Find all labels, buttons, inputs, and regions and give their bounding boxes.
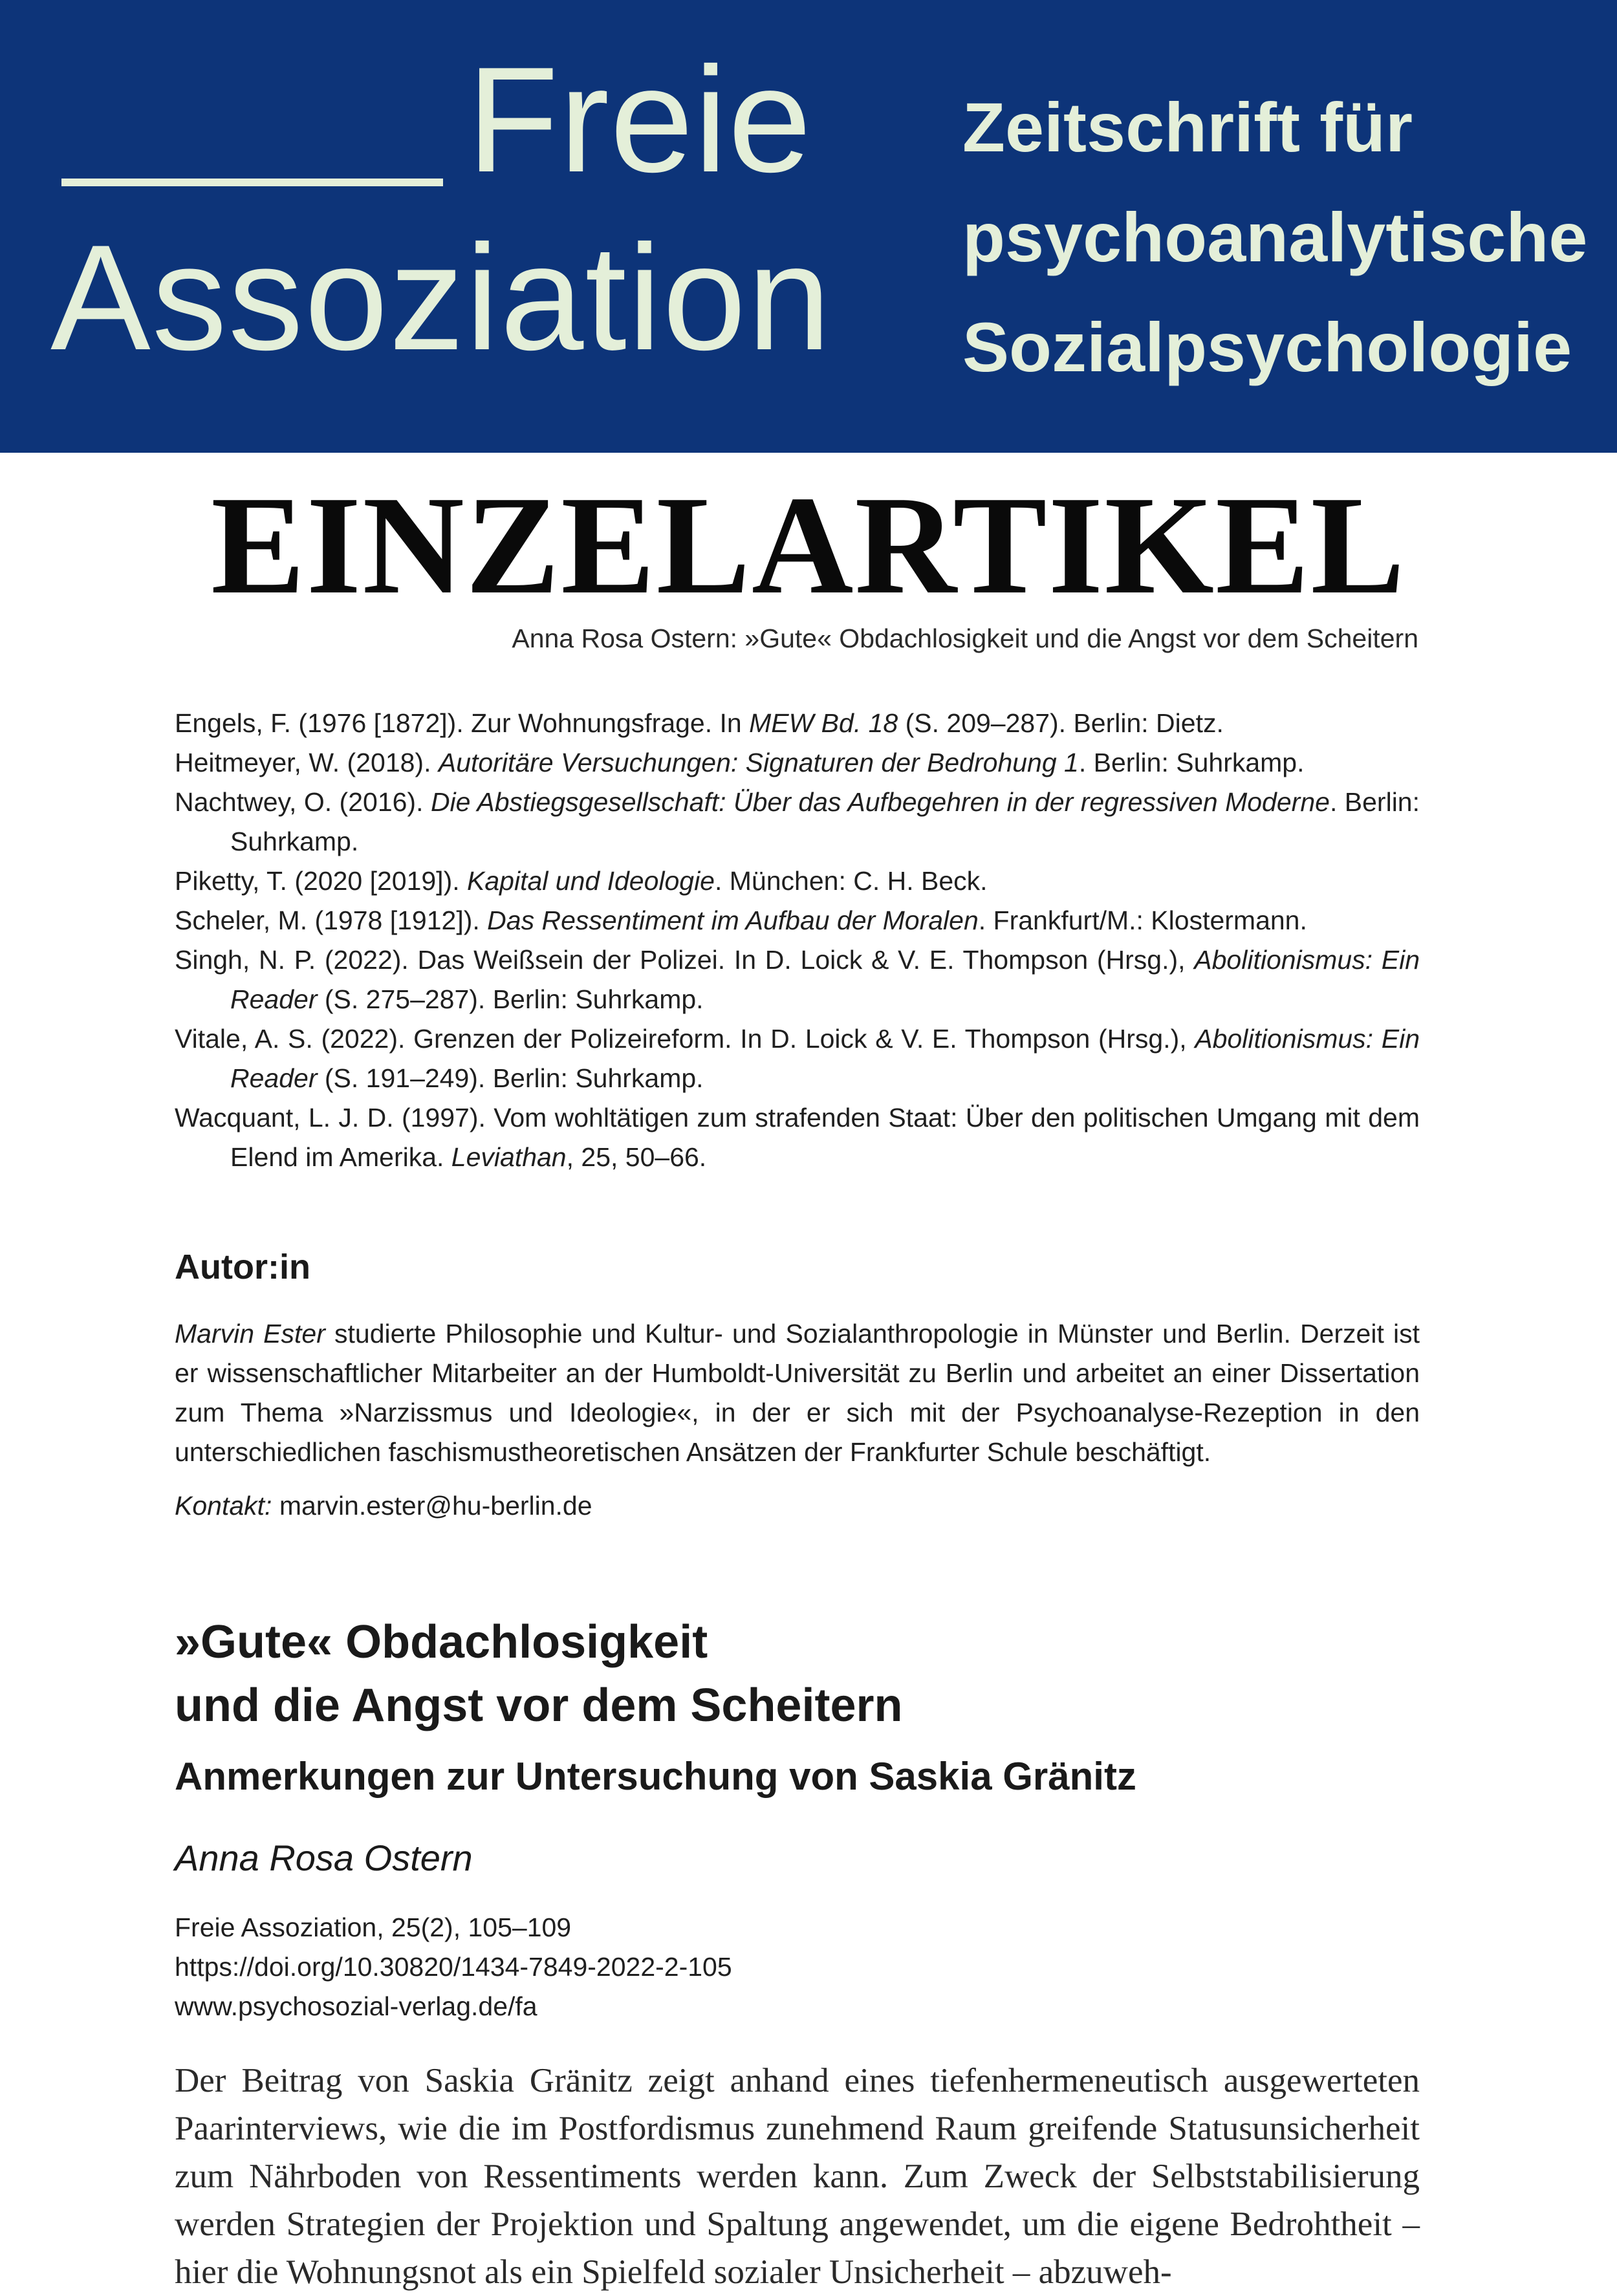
journal-subtitle-line: Zeitschrift für — [962, 88, 1413, 166]
reference-entry: Scheler, M. (1978 [1912]). Das Ressentiment im Aufbau der Moralen. Frankfurt/M.: Klostermann. — [175, 905, 1307, 935]
journal-name-line2: Assoziation — [50, 214, 832, 382]
journal-subtitle-line: Sozialpsychologie — [962, 308, 1572, 386]
banner-rule — [61, 179, 443, 186]
article-citation — [175, 1908, 732, 2026]
running-header: Anna Rosa Ostern: »Gute« Obdachlosigkeit und die Angst vor dem Scheitern — [512, 623, 1418, 653]
author-bio-name: Marvin Ester — [175, 1319, 325, 1348]
reference-entry: Singh, N. P. (2022). Das Weißsein der Polizei. In D. Loick & V. E. Thompson (Hrsg.), Abolitionismus: Ein Reader (S. 275–287). Berlin: Suhrkamp. — [175, 945, 1420, 1014]
reference-entry: Vitale, A. S. (2022). Grenzen der Polizeireform. In D. Loick & V. E. Thompson (Hrsg.), Abolitionismus: Ein Reader (S. 191–249). Berlin: Suhrkamp. — [175, 1024, 1420, 1093]
reference-entry: Piketty, T. (2020 [2019]). Kapital und Ideologie. München: C. H. Beck. — [175, 866, 988, 896]
reference-list — [175, 704, 1420, 1177]
citation-url: www.psychosozial-verlag.de/fa — [175, 1991, 537, 2021]
author-bio-text: Marvin Ester studierte Philosophie und Kultur- und Sozialanthropologie in Münster und Berlin. Derzeit ist er wissenschaftlicher Mitarbeiter an der Humboldt-Universität zu Berlin und arbeitet an einer Dissertation zum Thema »Narzissmus und Ideologie«, in der er sich mit der Psychoanalyse-Rezeption in den unterschiedlichen faschismustheoretischen Ansätzen der Frankfurter Schule beschäftigt. — [175, 1319, 1420, 1467]
reference-entry: Nachtwey, O. (2016). Die Abstiegsgesellschaft: Über das Aufbegehren in der regressiven Moderne. Berlin: Suhrkamp. — [175, 787, 1420, 856]
reference-entry: Engels, F. (1976 [1872]). Zur Wohnungsfrage. In MEW Bd. 18 (S. 209–287). Berlin: Dietz. — [175, 708, 1224, 738]
contact-label: Kontakt: — [175, 1491, 272, 1521]
journal-banner — [0, 0, 1617, 453]
article-title-line: und die Angst vor dem Scheitern — [175, 1680, 903, 1731]
journal-name-line1: Freie — [467, 36, 812, 204]
article-title-line: »Gute« Obdachlosigkeit — [175, 1616, 708, 1668]
article-author: Anna Rosa Ostern — [175, 1837, 473, 1878]
reference-entry: Wacquant, L. J. D. (1997). Vom wohltätigen zum strafenden Staat: Über den politischen Umgang mit dem Elend im Amerika. Leviathan, 25, 50–66. — [175, 1103, 1420, 1172]
author-section-heading: Autor:in — [175, 1248, 310, 1286]
reference-entry: Heitmeyer, W. (2018). Autoritäre Versuchungen: Signaturen der Bedrohung 1. Berlin: Suhrkamp. — [175, 748, 1305, 777]
einzelartikel-heading: EINZELARTIKEL — [211, 468, 1406, 623]
author-contact — [175, 1491, 592, 1521]
article-abstract: Der Beitrag von Saskia Gränitz zeigt anhand eines tiefenhermeneutisch ausgewerteten Paarinterviews, wie die im Postfordismus zunehmend Raum greifende Statusunsicherheit zum Nährboden von Ressentiments werden kann. Zum Zweck der Selbststabilisierung werden Strategien der Projektion und Spaltung angewendet, um die eigene Bedrohtheit – hier die Wohnungsnot als ein Spielfeld sozialer Unsicherheit – abzuweh- — [175, 2062, 1420, 2291]
citation-journal: Freie Assoziation, 25(2), 105–109 — [175, 1912, 572, 1942]
article-title — [175, 1610, 903, 1737]
contact-email: marvin.ester@hu-berlin.de — [272, 1491, 592, 1521]
author-bio — [175, 1314, 1420, 1472]
article-subtitle: Anmerkungen zur Untersuchung von Saskia Gränitz — [175, 1755, 1136, 1798]
citation-doi: https://doi.org/10.30820/1434-7849-2022-2-105 — [175, 1952, 732, 1982]
journal-subtitle-line: psychoanalytische — [962, 198, 1588, 276]
journal-subtitle — [962, 72, 1587, 402]
